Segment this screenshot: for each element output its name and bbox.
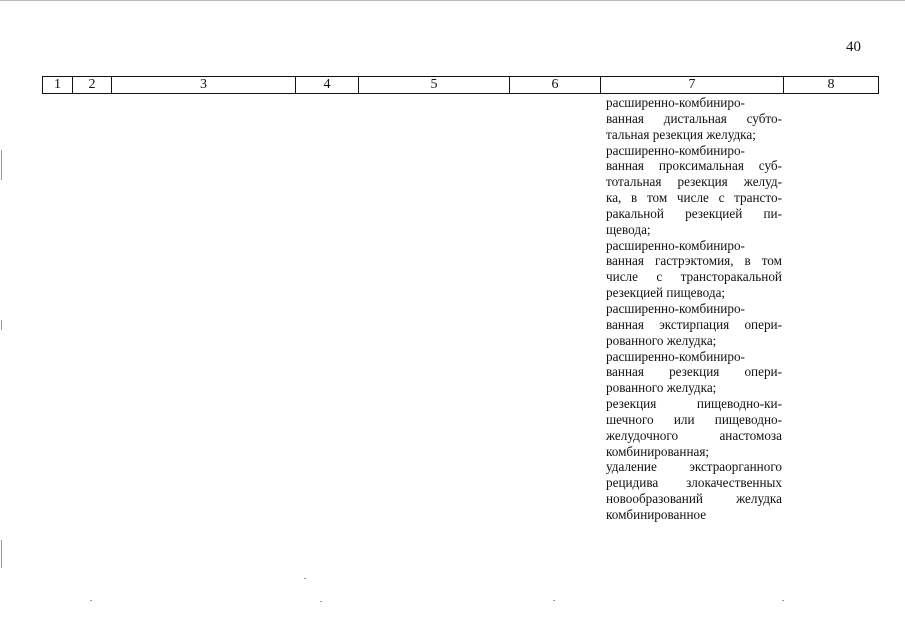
column-7-text-line: ванная гастрэктомия, в том [606, 253, 782, 269]
column-7-text-line: новообразований желудка [606, 491, 782, 507]
page-top-edge [0, 0, 905, 1]
scan-margin-mark [1, 150, 2, 180]
column-7-text-line: рецидива злокачественных [606, 475, 782, 491]
column-number-3: 3 [112, 77, 296, 94]
column-7-procedures-text [606, 95, 782, 523]
column-7-text-line: удаление экстраорганного [606, 459, 782, 475]
column-number-6: 6 [510, 77, 601, 94]
column-7-text-line: резекцией пищевода; [606, 285, 726, 301]
scan-speck [782, 600, 784, 601]
column-7-text-line: расширенно-комбиниро- [606, 95, 745, 110]
column-7-text-line: расширенно-комбиниро- [606, 142, 745, 158]
column-7-text-line: рованного желудка; [606, 380, 717, 396]
column-7-text-line: резекция пищеводно-ки- [606, 396, 782, 412]
column-7-text-line: щевода; [606, 221, 651, 237]
column-7-text-line: тальная резекция желудка; [606, 126, 756, 142]
column-7-text-line: расширенно-комбиниро- [606, 300, 745, 316]
column-7-text-line: ка, в том числе с трансто- [606, 190, 782, 206]
column-7-text-line: ракальной резекцией пи- [606, 205, 782, 221]
column-7-text-line: ванная проксимальная суб- [606, 158, 782, 174]
column-7-text-line: ванная экстирпация опери- [606, 316, 782, 332]
column-7-text-line: ванная резекция опери- [606, 364, 782, 380]
column-7-text-line: числе с трансторакальной [606, 269, 782, 285]
scan-margin-mark [1, 540, 2, 568]
column-number-5: 5 [359, 77, 510, 94]
scan-speck [90, 600, 92, 601]
column-number-7: 7 [601, 77, 784, 94]
table-header-row [43, 77, 879, 94]
column-number-8: 8 [784, 77, 879, 94]
column-7-text-line: комбинированная; [606, 443, 710, 459]
table-column-number-header [42, 76, 879, 94]
column-7-text-line: расширенно-комбиниро- [606, 348, 745, 364]
scan-speck [553, 600, 555, 601]
page-number: 40 [846, 39, 861, 55]
column-7-text-line: шечного или пищеводно- [606, 411, 782, 427]
column-number-1: 1 [43, 77, 73, 94]
column-7-text-line: тотальная резекция желуд- [606, 174, 782, 190]
column-number-2: 2 [73, 77, 112, 94]
column-7-text-line: расширенно-комбиниро- [606, 237, 745, 253]
scan-speck [320, 601, 322, 602]
column-7-text-line: рованного желудка; [606, 332, 717, 348]
scan-speck [304, 578, 306, 579]
column-7-text-line: ванная дистальная субто- [606, 110, 782, 126]
column-number-4: 4 [296, 77, 359, 94]
scan-margin-mark [1, 320, 2, 330]
column-7-text-line: желудочного анастомоза [606, 427, 782, 443]
column-7-text-line: комбинированное [606, 506, 707, 522]
